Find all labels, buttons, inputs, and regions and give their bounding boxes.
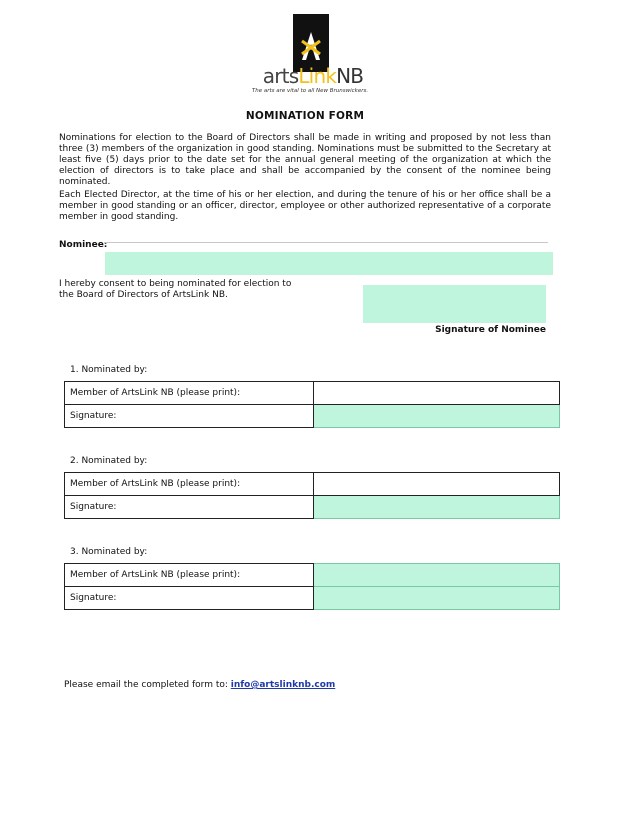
signature-of-nominee-caption: Signature of Nominee	[435, 325, 546, 335]
nominator-2-heading: 2. Nominated by:	[70, 456, 148, 466]
nominee-signature-field[interactable]	[363, 285, 546, 323]
logo-tagline: The arts are vital to all New Brunswickers.	[251, 88, 369, 94]
nominator-3-signature-input[interactable]	[314, 587, 560, 610]
nominator-1-table	[64, 381, 560, 428]
table-row	[65, 473, 560, 496]
wordmark-link: Link	[298, 64, 337, 88]
wordmark-arts: arts	[262, 64, 299, 88]
table-row	[65, 587, 560, 610]
table-row	[65, 564, 560, 587]
nominator-3-member-label: Member of ArtsLink NB (please print):	[65, 564, 314, 587]
nominator-2-member-input[interactable]	[314, 473, 560, 496]
nominator-1-member-label: Member of ArtsLink NB (please print):	[65, 382, 314, 405]
nominator-2-table	[64, 472, 560, 519]
nominator-3-table	[64, 563, 560, 610]
nominator-1-member-input[interactable]	[314, 382, 560, 405]
intro-paragraph: Nominations for election to the Board of Directors shall be made in writing and proposed by not less than three (3) members of the organization in good standing. Nominations must be submitted to the Secretary at least five (5) days prior to the date set for the annual general meeting of the organization at which the election of directors is to take place and shall be accompanied by the consent of the nominee being nominated.	[59, 133, 551, 187]
nominator-3-member-input[interactable]	[314, 564, 560, 587]
nominator-3-heading: 3. Nominated by:	[70, 547, 148, 557]
email-instruction	[64, 680, 335, 690]
nominee-label: Nominee:	[59, 240, 108, 250]
nominator-1-signature-input[interactable]	[314, 405, 560, 428]
consent-statement: I hereby consent to being nominated for election to the Board of Directors of ArtsLink NB.	[59, 279, 292, 300]
eligibility-paragraph: Each Elected Director, at the time of his or her election, and during the tenure of his or her office shall be a member in good standing or an officer, director, employee or other authorized representative of a corporate member in good standing.	[59, 190, 551, 222]
email-link[interactable]: info@artslinknb.com	[230, 680, 336, 690]
table-row	[65, 496, 560, 519]
nominator-1-signature-label: Signature:	[65, 405, 314, 428]
nominee-input[interactable]	[105, 252, 553, 275]
nominator-2-signature-label: Signature:	[65, 496, 314, 519]
nominator-1-heading: 1. Nominated by:	[70, 365, 148, 375]
table-row	[65, 382, 560, 405]
wordmark-nb: NB	[336, 64, 364, 88]
form-title: NOMINATION FORM	[245, 110, 365, 122]
nominator-3-signature-label: Signature:	[65, 587, 314, 610]
email-instruction-text: Please email the completed form to:	[64, 680, 231, 690]
artslink-wordmark	[258, 64, 368, 88]
nominator-2-signature-input[interactable]	[314, 496, 560, 519]
table-row	[65, 405, 560, 428]
nominator-2-member-label: Member of ArtsLink NB (please print):	[65, 473, 314, 496]
nominee-divider	[105, 242, 548, 243]
